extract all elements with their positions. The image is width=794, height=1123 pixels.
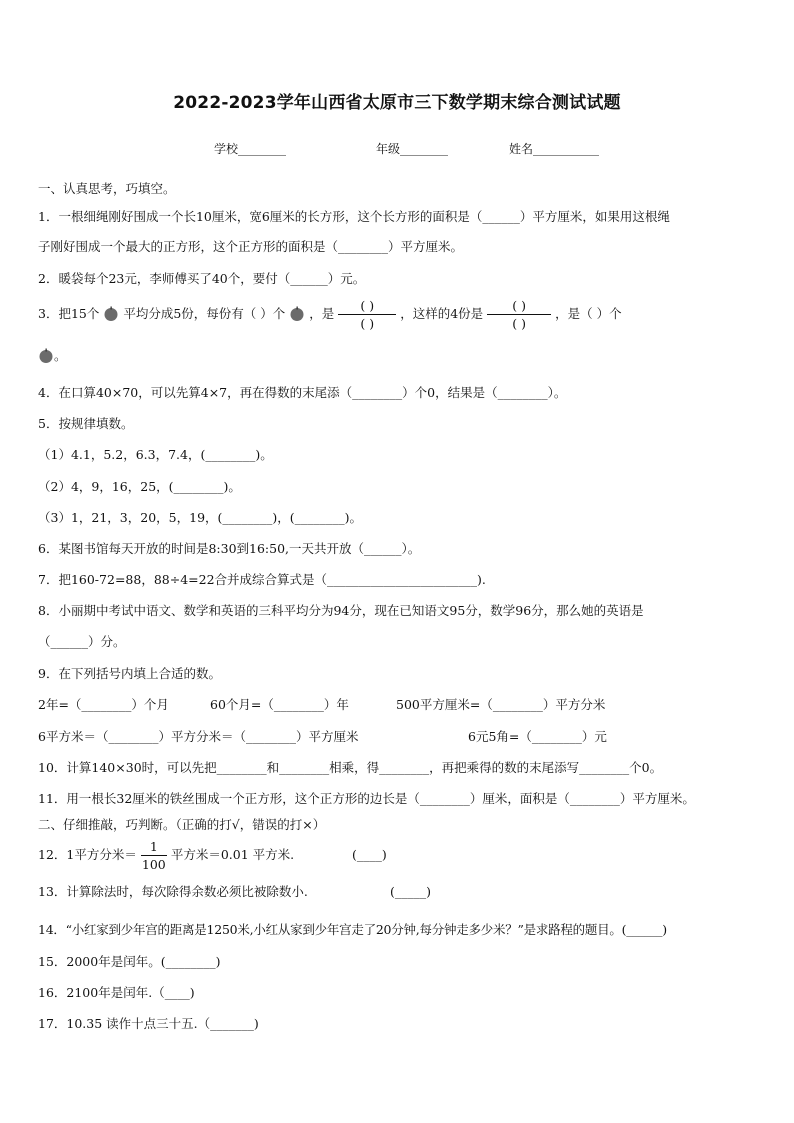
question-3 [38, 296, 622, 332]
q3-text-4: ，这样的4份是 [400, 306, 484, 321]
question-4: 4．在口算40×70，可以先算4×7，再在得数的末尾添（________）个0，结果是（________）。 [38, 385, 567, 400]
question-13 [38, 884, 432, 900]
fraction-1-100: $\frac{1}{100}$ [141, 839, 166, 872]
question-6: 6．某图书馆每天开放的时间是8:30到16:50,一天共开放（______）。 [38, 541, 421, 556]
q9-item-d: 6平方米＝（________）平方分米＝（________）平方厘米 [38, 729, 359, 744]
question-15: 15．2000年是闰年。(________) [38, 954, 221, 969]
fraction-blank-2[interactable]: $\frac{( )}{( )}$ [487, 298, 551, 331]
school-field[interactable]: 学校________ [214, 142, 287, 156]
question-8-line-2: （______）分。 [38, 634, 126, 649]
q12-text-2: 平方米＝0.01 平方米. [170, 847, 295, 862]
fraction-blank-1[interactable]: $\frac{( )}{( )}$ [338, 298, 396, 331]
question-9-row-2 [38, 729, 607, 745]
name-field[interactable]: 姓名___________ [509, 142, 600, 156]
section-heading-fill: 一、认真思考，巧填空。 [38, 181, 176, 196]
question-12 [38, 836, 387, 874]
apple-icon [103, 306, 119, 321]
question-16: 16．2100年是闰年.（____) [38, 985, 195, 1000]
q13-answer-blank[interactable]: (_____) [390, 884, 432, 899]
q13-text: 13．计算除法时，每次除得余数必须比被除数小. [38, 884, 308, 899]
question-5: 5．按规律填数。 [38, 416, 134, 431]
q3-text-3: ，是 [309, 306, 335, 321]
q3-text-1: 3．把15个 [38, 306, 100, 321]
question-11: 11．用一根长32厘米的铁丝围成一个正方形，这个正方形的边长是（________）厘米，面积是（________）平方厘米。 [38, 791, 695, 806]
apple-icon [289, 306, 305, 321]
question-5-2: （2）4，9，16，25，(________)。 [38, 479, 241, 494]
question-5-1: （1）4.1，5.2，6.3，7.4，(________)。 [38, 447, 273, 462]
question-3-continued [38, 348, 67, 364]
question-5-3: （3）1，21，3，20，5，19，(________)，(________)。 [38, 510, 363, 525]
q9-item-c: 500平方厘米=（________）平方分米 [396, 697, 606, 712]
question-17: 17．10.35 读作十点三十五.（_______) [38, 1016, 259, 1031]
question-8-line-1: 8．小丽期中考试中语文、数学和英语的三科平均分为94分，现在已知语文95分，数学96分，那么她的英语是 [38, 603, 644, 618]
question-9: 9．在下列括号内填上合适的数。 [38, 666, 221, 681]
q3-text-6: 。 [54, 348, 67, 363]
question-10: 10．计算140×30时，可以先把________和________相乘，得________，再把乘得的数的末尾添写________个0。 [38, 760, 663, 775]
page-title: 2022-2023学年山西省太原市三下数学期末综合测试试题 [173, 93, 621, 113]
question-1-line-2: 子刚好围成一个最大的正方形，这个正方形的面积是（________）平方厘米。 [38, 239, 464, 254]
q12-text-1: 12．1平方分米＝ [38, 847, 137, 862]
q9-item-b: 60个月=（________）年 [210, 697, 349, 712]
section-heading-judge: 二、仔细推敲，巧判断。（正确的打√，错误的打×） [38, 817, 326, 832]
q9-item-e: 6元5角=（________）元 [468, 729, 607, 744]
question-9-row-1 [38, 697, 606, 713]
question-7: 7．把160-72=88，88÷4=22合并成综合算式是（________________________). [38, 572, 486, 587]
question-2: 2．暖袋每个23元，李师傅买了40个，要付（______）元。 [38, 271, 366, 286]
apple-icon [38, 348, 54, 363]
question-14: 14．“小红家到少年宫的距离是1250米,小红从家到少年宫走了20分钟,每分钟走多少米？”是求路程的题目。(______) [38, 922, 667, 937]
q3-text-2: 平均分成5份，每份有（ ）个 [123, 306, 286, 321]
q3-text-5: ，是（ ）个 [555, 306, 622, 321]
grade-field[interactable]: 年级________ [376, 142, 449, 156]
q12-answer-blank[interactable]: (____) [352, 847, 387, 862]
q9-item-a: 2年=（________）个月 [38, 697, 169, 712]
question-1-line-1: 1．一根细绳刚好围成一个长10厘米，宽6厘米的长方形，这个长方形的面积是（______）平方厘米，如果用这根绳 [38, 209, 670, 224]
